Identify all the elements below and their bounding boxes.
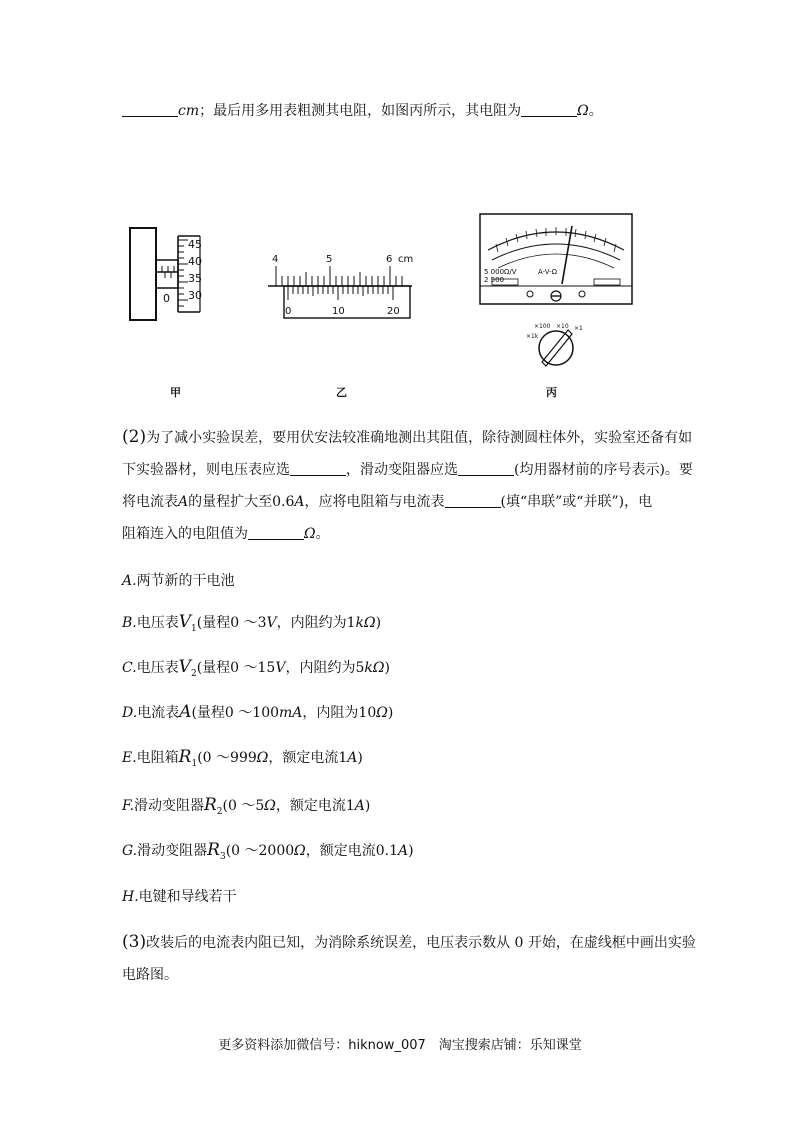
footer-note: 更多资料添加微信号：hiknow_007 淘宝搜索店铺：乐知课堂 xyxy=(218,1038,582,1053)
caption-jia: 甲 xyxy=(170,386,181,399)
option-symbol: R xyxy=(203,795,217,815)
option-letter: A. xyxy=(122,573,137,589)
option-text: ) xyxy=(364,798,371,814)
caption-bing: 丙 xyxy=(546,386,557,399)
range-value: 0.6 xyxy=(272,494,295,510)
option-unit: A xyxy=(347,750,358,766)
option-g xyxy=(122,840,414,862)
option-text: (0 ～2000 xyxy=(225,843,295,859)
option-text: 滑动变阻器 xyxy=(137,843,208,859)
q2-text: ，应将电阻箱与电流表 xyxy=(304,494,445,510)
option-letter: H. xyxy=(122,889,139,905)
q2-text: (填“串联”或“并联”)，电 xyxy=(500,494,653,510)
micrometer-label: 45 xyxy=(188,238,202,251)
option-b xyxy=(122,612,381,634)
q2-text: 。 xyxy=(315,526,330,542)
option-text: ) xyxy=(408,843,414,859)
q2-text: 的量程扩大至 xyxy=(188,494,273,510)
option-text: 电压表 xyxy=(136,660,179,676)
q2-line-4 xyxy=(122,523,330,543)
answer-blank[interactable] xyxy=(445,493,501,508)
option-text: ) xyxy=(357,750,363,766)
option-letter: D. xyxy=(122,705,138,721)
q2-line-1 xyxy=(122,427,692,447)
caliper-vernier-label: 10 xyxy=(332,306,345,317)
q3-text: 电路图。 xyxy=(122,967,178,983)
q2-line-2 xyxy=(122,459,693,479)
option-unit: kΩ xyxy=(364,660,385,676)
micrometer-figure xyxy=(128,222,240,326)
micrometer-label: 35 xyxy=(188,272,202,285)
option-text: ) xyxy=(384,660,390,676)
option-symbol: R xyxy=(207,840,220,860)
option-symbol: R xyxy=(178,747,192,767)
option-text: ，内阻为10 xyxy=(302,705,377,721)
q3-line-2 xyxy=(122,964,178,984)
answer-blank[interactable] xyxy=(521,102,577,117)
caliper-main-label: 6 xyxy=(386,254,393,265)
range-unit: A xyxy=(294,494,305,510)
q3-number: (3) xyxy=(122,932,147,952)
meter-label: ×1 xyxy=(574,325,583,332)
option-text: ，额定电流0.1 xyxy=(305,843,399,859)
option-symbol: V xyxy=(178,657,191,677)
answer-blank[interactable] xyxy=(122,102,178,117)
meter-label: ×100 xyxy=(534,323,551,330)
option-text: (量程0 ～15 xyxy=(196,660,276,676)
q3-line-1 xyxy=(122,932,696,952)
option-h xyxy=(122,886,237,906)
answer-blank[interactable] xyxy=(290,461,346,476)
option-text: ，内阻约为5 xyxy=(285,660,365,676)
answer-blank[interactable] xyxy=(248,525,304,540)
option-subscript: 1 xyxy=(191,758,198,769)
option-letter: G. xyxy=(122,843,138,859)
option-text: ，额定电流1 xyxy=(275,798,355,814)
option-subscript: 2 xyxy=(216,806,223,817)
unit-cm: cm xyxy=(178,103,200,119)
caption-yi: 乙 xyxy=(336,386,347,399)
option-symbol: A xyxy=(179,702,192,722)
ammeter-symbol: A xyxy=(178,494,189,510)
option-symbol: V xyxy=(178,612,192,632)
option-text: (0 ～5 xyxy=(222,798,265,814)
unit-ohm: Ω xyxy=(304,526,316,542)
option-unit: Ω xyxy=(256,750,269,766)
q2-text: 为了减小实验误差，要用伏安法较准确地测出其阻值，除待测圆柱体外，实验室还备有如 xyxy=(146,430,693,446)
option-text: 电键和导线若干 xyxy=(138,889,237,905)
q2-text: (均用器材前的序号表示)。要 xyxy=(514,462,693,478)
option-a xyxy=(122,570,235,590)
meter-label: 2 500 xyxy=(484,276,505,284)
q2-text: ，滑动变阻器应选 xyxy=(346,462,458,478)
q2-line-3 xyxy=(122,491,652,511)
option-letter: E. xyxy=(122,750,137,766)
option-unit: Ω xyxy=(294,843,306,859)
option-text: ，内阻约为1 xyxy=(276,615,356,631)
option-unit: V xyxy=(266,615,277,631)
micrometer-label: 40 xyxy=(188,255,202,268)
option-subscript: 2 xyxy=(190,668,197,679)
meter-label: 5 000Ω/V xyxy=(484,268,517,276)
caliper-vernier-label: 0 xyxy=(285,306,292,317)
option-text: 电流表 xyxy=(137,705,180,721)
option-e xyxy=(122,747,363,769)
option-unit: A xyxy=(398,843,409,859)
meter-label: ×1k xyxy=(526,333,539,340)
option-unit: V xyxy=(275,660,286,676)
option-text: (量程0 ～100 xyxy=(191,705,280,721)
option-text: ) xyxy=(375,615,382,631)
option-text: (量程0 ～3 xyxy=(196,615,267,631)
option-d xyxy=(122,702,393,722)
micrometer-label: 30 xyxy=(188,289,202,302)
multimeter-figure xyxy=(476,212,636,372)
option-unit: Ω xyxy=(264,798,276,814)
option-text: 电压表 xyxy=(136,615,179,631)
option-unit: mA xyxy=(279,705,303,721)
option-text: 滑动变阻器 xyxy=(133,798,204,814)
line-1 xyxy=(122,100,603,120)
q2-text: 下实验器材，则电压表应选 xyxy=(122,462,290,478)
option-letter: F. xyxy=(122,798,134,814)
q2-number: (2) xyxy=(122,427,147,447)
caliper-unit-label: cm xyxy=(398,254,414,265)
caliper-figure xyxy=(258,248,418,324)
meter-label: ×10 xyxy=(556,323,569,330)
caliper-main-label: 5 xyxy=(326,254,333,265)
answer-blank[interactable] xyxy=(458,461,514,476)
line1-text: ；最后用多用表粗测其电阻，如图丙所示，其电阻为 xyxy=(199,103,522,119)
option-unit: A xyxy=(354,798,365,814)
q3-text: 改装后的电流表内阻已知，为消除系统误差，电压表示数从 0 开始，在虚线框中画出实验 xyxy=(146,935,696,951)
option-text: 电阻箱 xyxy=(136,750,179,766)
option-text: 两节新的干电池 xyxy=(136,573,235,589)
option-letter: C. xyxy=(122,660,137,676)
caliper-vernier-label: 20 xyxy=(387,306,400,317)
caliper-main-label: 4 xyxy=(272,254,279,265)
meter-label: A-V-Ω xyxy=(538,268,558,276)
q2-text: 将电流表 xyxy=(122,494,178,510)
option-c xyxy=(122,657,390,679)
option-text: ) xyxy=(387,705,394,721)
option-subscript: 1 xyxy=(191,623,197,634)
unit-ohm: Ω xyxy=(577,103,589,119)
option-subscript: 3 xyxy=(219,851,226,862)
option-text: ，额定电流1 xyxy=(268,750,348,766)
option-unit: kΩ xyxy=(355,615,376,631)
q2-text: 阻箱连入的电阻值为 xyxy=(122,526,248,542)
option-text: (0 ～999 xyxy=(197,750,257,766)
micrometer-label: 0 xyxy=(163,292,170,305)
option-letter: B. xyxy=(122,615,137,631)
option-f xyxy=(122,795,370,817)
line1-end: 。 xyxy=(588,103,603,119)
option-unit: Ω xyxy=(376,705,388,721)
